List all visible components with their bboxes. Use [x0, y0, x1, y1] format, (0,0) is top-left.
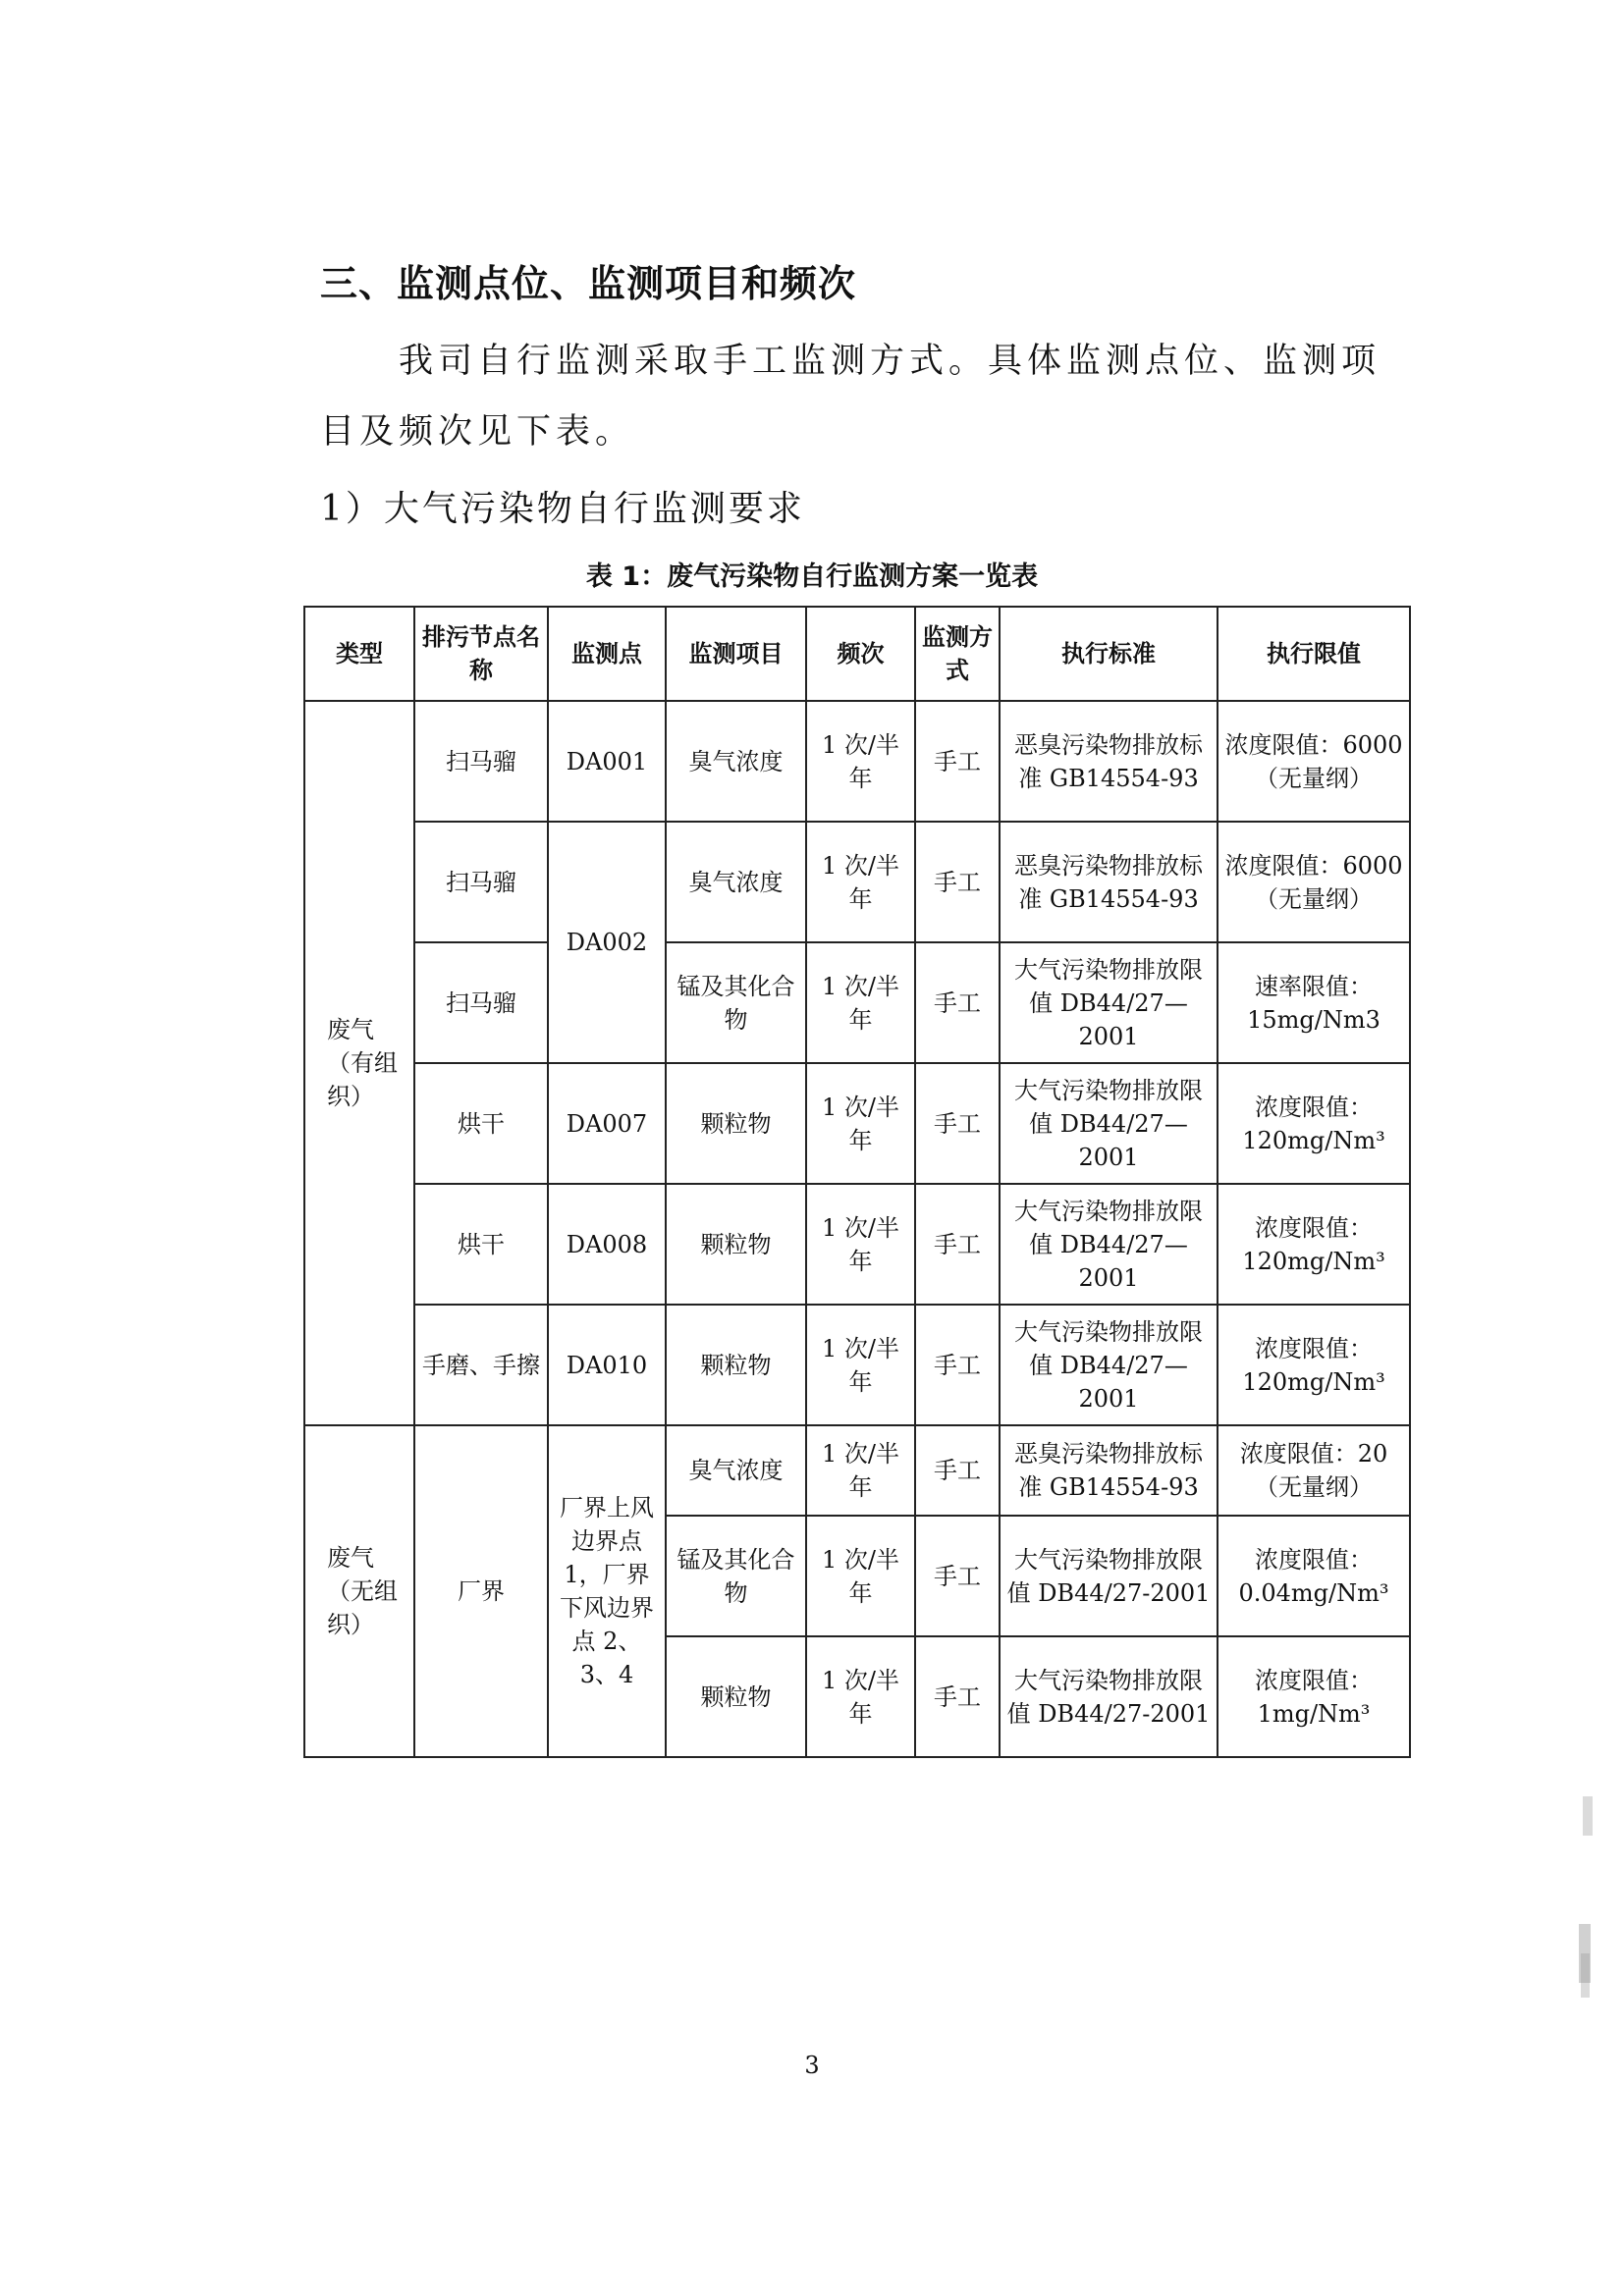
cell-item: 颗粒物: [666, 1636, 806, 1757]
cell-method: 手工: [915, 1516, 1000, 1636]
cell-frequency: 1 次/半年: [806, 1063, 915, 1184]
cell-frequency: 1 次/半年: [806, 1636, 915, 1757]
cell-item: 锰及其化合物: [666, 1516, 806, 1636]
cell-limit: 速率限值：15mg/Nm3: [1218, 942, 1410, 1063]
cell-limit: 浓度限值：20（无量纲）: [1218, 1425, 1410, 1516]
cell-standard: 恶臭污染物排放标准 GB14554-93: [1000, 822, 1218, 942]
cell-item: 锰及其化合物: [666, 942, 806, 1063]
cell-item: 颗粒物: [666, 1063, 806, 1184]
table-row: [304, 701, 1410, 822]
intro-paragraph: 我司自行监测采取手工监测方式。具体监测点位、监测项目及频次见下表。: [320, 342, 1381, 452]
cell-item: 颗粒物: [666, 1184, 806, 1305]
cell-method: 手工: [915, 701, 1000, 822]
cell-method: 手工: [915, 1425, 1000, 1516]
cell-point: DA007: [548, 1063, 666, 1184]
cell-method: 手工: [915, 1063, 1000, 1184]
cell-limit: 浓度限值：120mg/Nm³: [1218, 1063, 1410, 1184]
cell-method: 手工: [915, 942, 1000, 1063]
cell-standard: 大气污染物排放限值 DB44/27—2001: [1000, 1063, 1218, 1184]
cell-point: 厂界上风边界点 1，厂界下风边界点 2、3、4: [548, 1425, 666, 1757]
cell-point: DA002: [548, 822, 666, 1063]
table-row: [304, 942, 1410, 1063]
cell-point: DA001: [548, 701, 666, 822]
cell-method: 手工: [915, 1636, 1000, 1757]
table-row: [304, 1305, 1410, 1425]
header-point: 监测点: [548, 607, 666, 701]
cell-standard: 大气污染物排放限值 DB44/27—2001: [1000, 942, 1218, 1063]
scan-mark: [1583, 1796, 1593, 1836]
cell-method: 手工: [915, 1184, 1000, 1305]
cell-node: 烘干: [414, 1063, 548, 1184]
cell-point: DA008: [548, 1184, 666, 1305]
table-caption: 表 1：废气污染物自行监测方案一览表: [585, 561, 1039, 592]
cell-frequency: 1 次/半年: [806, 1516, 915, 1636]
header-node: 排污节点名称: [414, 607, 548, 701]
header-limit: 执行限值: [1218, 607, 1410, 701]
cell-standard: 恶臭污染物排放标准 GB14554-93: [1000, 1425, 1218, 1516]
table-row: [304, 1184, 1410, 1305]
monitoring-table: [303, 606, 1411, 1758]
table-row: [304, 822, 1410, 942]
cell-item: 颗粒物: [666, 1305, 806, 1425]
header-item: 监测项目: [666, 607, 806, 701]
cell-frequency: 1 次/半年: [806, 1305, 915, 1425]
cell-frequency: 1 次/半年: [806, 1425, 915, 1516]
cell-limit: 浓度限值：120mg/Nm³: [1218, 1305, 1410, 1425]
cell-limit: 浓度限值：0.04mg/Nm³: [1218, 1516, 1410, 1636]
cell-node: 手磨、手擦: [414, 1305, 548, 1425]
cell-node: 厂界: [414, 1425, 548, 1757]
cell-node: 扫马骝: [414, 942, 548, 1063]
cell-standard: 恶臭污染物排放标准 GB14554-93: [1000, 701, 1218, 822]
header-method: 监测方式: [915, 607, 1000, 701]
header-frequency: 频次: [806, 607, 915, 701]
page-number: 3: [804, 2052, 820, 2079]
cell-method: 手工: [915, 822, 1000, 942]
table-row: [304, 1063, 1410, 1184]
cell-type: 废气（有组织）: [304, 701, 414, 1425]
cell-limit: 浓度限值：6000（无量纲）: [1218, 822, 1410, 942]
cell-frequency: 1 次/半年: [806, 822, 915, 942]
cell-point: DA010: [548, 1305, 666, 1425]
cell-type: 废气（无组织）: [304, 1425, 414, 1757]
cell-standard: 大气污染物排放限值 DB44/27-2001: [1000, 1516, 1218, 1636]
cell-standard: 大气污染物排放限值 DB44/27—2001: [1000, 1305, 1218, 1425]
cell-standard: 大气污染物排放限值 DB44/27—2001: [1000, 1184, 1218, 1305]
scan-mark: [1581, 1953, 1590, 1998]
cell-item: 臭气浓度: [666, 1425, 806, 1516]
header-type: 类型: [304, 607, 414, 701]
cell-frequency: 1 次/半年: [806, 942, 915, 1063]
cell-standard: 大气污染物排放限值 DB44/27-2001: [1000, 1636, 1218, 1757]
cell-node: 扫马骝: [414, 822, 548, 942]
table-row: [304, 1425, 1410, 1516]
cell-frequency: 1 次/半年: [806, 1184, 915, 1305]
cell-node: 烘干: [414, 1184, 548, 1305]
cell-item: 臭气浓度: [666, 701, 806, 822]
sub-heading: 1）大气污染物自行监测要求: [320, 489, 805, 529]
cell-limit: 浓度限值：120mg/Nm³: [1218, 1184, 1410, 1305]
cell-frequency: 1 次/半年: [806, 701, 915, 822]
cell-limit: 浓度限值：6000（无量纲）: [1218, 701, 1410, 822]
section-heading: 三、监测点位、监测项目和频次: [320, 262, 857, 305]
cell-limit: 浓度限值：1mg/Nm³: [1218, 1636, 1410, 1757]
cell-item: 臭气浓度: [666, 822, 806, 942]
table-header-row: [304, 607, 1410, 701]
cell-method: 手工: [915, 1305, 1000, 1425]
header-standard: 执行标准: [1000, 607, 1218, 701]
cell-node: 扫马骝: [414, 701, 548, 822]
